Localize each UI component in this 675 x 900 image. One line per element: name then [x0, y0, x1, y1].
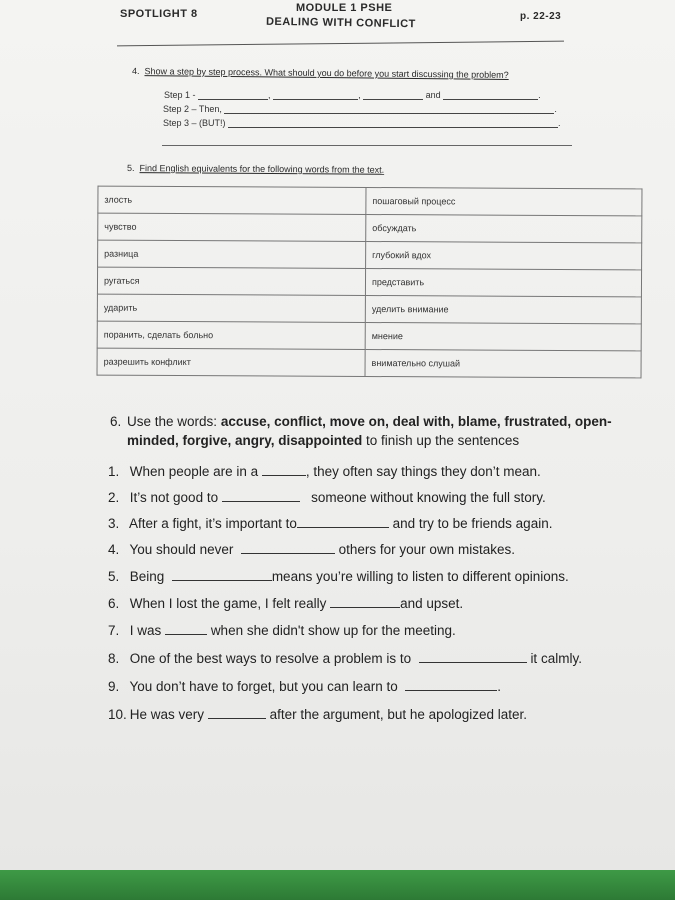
step-1-blank-d[interactable] [443, 90, 538, 100]
task5-text: Find English equivalents for the following words from the text. [139, 163, 385, 175]
sentence-blank[interactable] [165, 622, 207, 635]
table-row [97, 348, 641, 378]
sentence-number: 9. [108, 679, 120, 694]
sentence-before: You don’t have to forget, but you can learn to [129, 679, 398, 694]
sentence-number: 7. [108, 623, 120, 638]
table-cell: внимательно слушай [365, 349, 641, 377]
table-cell: представить [365, 268, 641, 296]
sentence-after: after the argument, but he apologized later. [269, 707, 528, 722]
step-1-blank-c[interactable] [363, 90, 423, 100]
sentence-6 [108, 595, 463, 611]
task6-instruction [110, 412, 650, 450]
sentence-number: 4. [108, 542, 120, 557]
sentence-number: 2. [108, 490, 120, 505]
sentence-blank[interactable] [262, 463, 306, 476]
sentence-before: Being [129, 569, 165, 584]
sentence-blank[interactable] [208, 706, 266, 719]
step-1-label: Step 1 - [164, 90, 196, 100]
sentence-after: . [497, 679, 501, 694]
sentence-number: 8. [108, 651, 120, 666]
sentence-blank[interactable] [405, 678, 497, 691]
table-cell: поранить, сделать больно [97, 321, 365, 349]
sentence-before: You should never [129, 542, 234, 557]
step-3-blank[interactable] [228, 118, 558, 128]
sentence-before: When I lost the game, I felt really [129, 596, 327, 611]
sentence-after: means you’re willing to listen to different opinions. [271, 569, 569, 584]
step-2: Step 2 – Then, . [163, 104, 557, 114]
sentence-blank[interactable] [297, 515, 389, 528]
step-2-blank[interactable] [224, 104, 554, 114]
sentence-4 [108, 541, 515, 557]
sentence-after: it calmly. [530, 651, 582, 666]
sentence-number: 1. [108, 464, 120, 479]
sentence-number: 5. [108, 569, 120, 584]
table-cell: мнение [365, 322, 641, 350]
sentence-10 [108, 706, 527, 722]
sentence-before: After a fight, it’s important to [129, 516, 297, 531]
step-1-and: and [425, 90, 441, 100]
task6-intro: Use the words: [127, 414, 218, 429]
sentence-number: 6. [108, 596, 120, 611]
table-row [98, 240, 642, 270]
sentence-before: It’s not good to [129, 490, 219, 505]
table-cell: пошаговый процесс [366, 187, 642, 215]
table-cell: чувство [98, 213, 366, 241]
sentence-before: One of the best ways to resolve a problem is to [129, 651, 412, 666]
task5-instruction [127, 163, 384, 175]
step-3: Step 3 – (BUT!) . [163, 118, 561, 128]
sentence-after: and upset. [400, 596, 464, 611]
sentence-number: 10. [108, 707, 127, 722]
step-1: Step 1 - , , and . [164, 90, 541, 100]
sentence-blank[interactable] [222, 489, 300, 502]
step-3-label: Step 3 – (BUT!) [163, 118, 226, 128]
sentence-blank[interactable] [419, 650, 527, 663]
table-row [97, 294, 641, 324]
task6-outro: to finish up the sentences [366, 433, 520, 448]
task6-number: 6. [110, 414, 122, 429]
step-1-blank-b[interactable] [273, 90, 358, 100]
sentence-2 [108, 489, 546, 505]
table-row [97, 321, 641, 351]
header-page-ref: p. 22-23 [520, 11, 562, 22]
table-row [98, 213, 642, 243]
header-module: MODULE 1 PSHE [296, 2, 393, 14]
step-3-continuation-line[interactable] [162, 145, 572, 146]
sentence-after: when she didn't show up for the meeting. [210, 623, 456, 638]
table-cell: глубокий вдох [366, 241, 642, 269]
task4-instruction [132, 66, 509, 80]
header-book-title: SPOTLIGHT 8 [120, 8, 198, 20]
table-cell: уделить внимание [365, 295, 641, 323]
green-desk-surface [0, 870, 675, 900]
table-cell: ударить [97, 294, 365, 322]
sentence-5 [108, 568, 569, 584]
table-cell: ругаться [97, 267, 365, 295]
table-cell: обсуждать [366, 214, 642, 242]
step-1-blank-a[interactable] [198, 90, 268, 100]
header-topic: DEALING WITH CONFLICT [265, 15, 416, 31]
task4-number: 4. [131, 66, 140, 77]
table-cell: злость [98, 186, 366, 214]
sentence-1 [108, 463, 541, 479]
sentence-before: When people are in a [129, 464, 259, 479]
task5-number: 5. [126, 163, 135, 174]
sentence-before: I was [129, 623, 162, 638]
sentence-blank[interactable] [330, 595, 400, 608]
sentence-3 [108, 515, 552, 531]
table-row [97, 267, 641, 297]
sentence-blank[interactable] [172, 568, 272, 581]
task6-word-bank: accuse, conflict, move on, deal with, blame, frustrated, open-minded, forgive, angry, disappointed [127, 414, 612, 448]
sentence-before: He was very [129, 707, 205, 722]
header-divider [117, 41, 564, 47]
vocabulary-table [97, 186, 643, 379]
sentence-blank[interactable] [241, 541, 335, 554]
sentence-after: , they often say things they don’t mean. [305, 464, 541, 479]
table-cell: разница [98, 240, 366, 268]
step-2-label: Step 2 – Then, [163, 104, 222, 114]
table-row [98, 186, 642, 216]
sentence-after: others for your own mistakes. [338, 542, 515, 557]
sentence-number: 3. [108, 516, 120, 531]
sentence-8 [108, 650, 582, 666]
sentence-7 [108, 622, 456, 638]
table-cell: разрешить конфликт [97, 348, 365, 376]
sentence-9 [108, 678, 501, 694]
sentence-after: someone without knowing the full story. [311, 490, 546, 505]
task4-text: Show a step by step process. What should you do before you start discussing the problem? [144, 66, 509, 80]
sentence-after: and try to be friends again. [392, 516, 553, 531]
